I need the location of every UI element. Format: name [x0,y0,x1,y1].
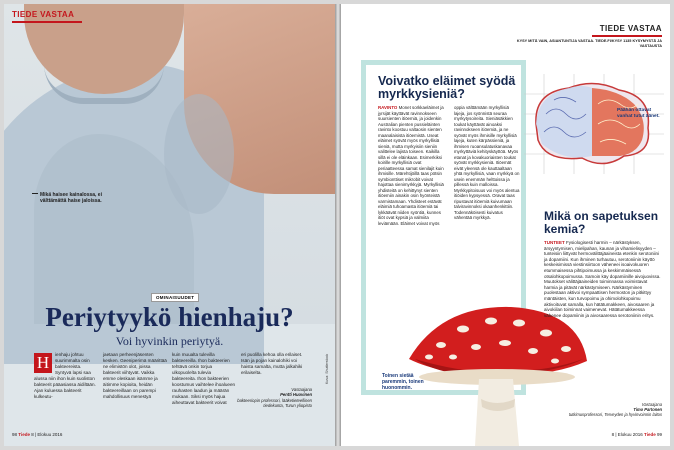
page-folio [12,432,62,437]
box-text: Monet sorkkaeläimet ja jyrsijät käyttävät ravinnokseen suursienten itiöemiä, ja joidenkin Australian pienten pussieläinten ravinto koostuu valtaosin sienten maanalaisista itiöemistä. Useat eläimet syövät myös myrkyllisiä sieniä, mutta myrkyisiin sieniin valittelee lajista toiseen. Kaikilla sillä ei ole eläinkaan. Esimerkiksi koirille myrkyllisiä ovat periaatteessa samat sienilajit kuin ihmisille. Märehtijöillä taas pötsin symbionttiset mikrobit voivat hajottaa sienimyrkkyjä. Myrkyllisiä yhdisteitä on kehittynyt sienten itiöemiin ainakin osin hyönteistä varmistamaan. Yhdisteet estävät eläimiä tuhoamasta itiöemiä tai lykkäävät niiden syöntiä, kunnes itiöt ovat kypsiä ja valmiita leviämään. Eläimet voivat myös [378,105,444,226]
lead-label: RAVINTO [378,105,398,110]
body-text: ienhaju johtuu suurimmalta osin bakteereista. Syntyvä lapsi saa alussa niin ihon kuin suoliston bakteerit pääasiassa äidiltään. Ajan kuluessa bakteerit kulkeutu- [34,352,96,399]
caption-rule [32,193,38,194]
article-headline: Periytyykö hienhaju? [45,302,294,332]
drop-cap: H [34,353,52,373]
left-page [4,4,335,446]
brain-illustration [524,74,664,174]
photo-credit: Kuva: Shutterstock [325,353,329,384]
signoff-name: Pentti Huovinen [280,392,312,398]
expert-signoff [216,387,312,408]
mushroom-caption: Toinen sietää paremmin, toinen huonommin. [382,373,424,391]
signoff-role: bakteeriopin professori, lääketieteellinen tiedekunta, Turun yliopisto [237,397,312,408]
page-number: 99 [656,432,662,437]
box-article-title: Voivatko eläimet syödä myrkkysieniä? [378,74,516,101]
second-article-body [544,240,662,318]
body-column-1 [34,352,98,400]
armpit-photo [4,4,335,324]
box-column-2: oppia välttämään myrkyllisiä lajeja, jos syönnistä seuraa myrkytysoireita. Sieniäsäkkien toukat käyttävät ainoaksi ravinnokseen itiöemiä, ja ne syövät myös ihmisille myrkyllisiä lajeja, kuten kärpässieniä, ja ihmisen ruoansulatuskanavaa myrkyttäviä kehityskäyttöä. Myös etanat ja kovakuoriaisten toukat syövät myrkkysieniä. Itiöemät eivät yleensä ole kauttaaltaan yhtä myrkyllisiä, vaan myrkkyä on usein enemmän helttoissa ja pillessä kuin malloissa. Myrkkypitoisuus voi myös alentua itiöiden kypsyessä. Oravat taas ripustavat itiöemiä kuivumaan talviravinnoksi okaanhenkittiin. Todennäköisesti kuivatus vähentää myrkkyä. [454,105,520,220]
issue-label: 8 | Elokuu 2016 [31,432,63,437]
body-column-2: jaetaan perheenjäsenten kesken. Geeniperimä määrittää ne elimistön olot, joissa bakteerit viihtyvät. Vaikka emme oleskaan isämme ja äitimme kopioita, heidän bakteereillaan on parempi mahdollisuus menestyä [103,352,167,399]
signoff-role: tutkimusprofessori, Terveyden ja hyvinvoinnin laitos [568,412,662,418]
armpit-shadow-shape [164,94,234,214]
body-column-3: kuin muualta tulevilla bakteereilla. Ihon bakteerien tehtävä onkin torjua ulkopuolelta tulevia bakteereita. Ihon bakteerien koostumus vaihtelee ihoalueen rauhasten laadun ja määrän mukaan. Siksi myös hajua aiheuttavat bakteerit voivat [172,352,236,405]
section-tag-rule [12,21,82,23]
lead-label: TUNTEET [544,240,565,245]
section-tag-rule [592,35,662,37]
kicker-label: OMINAISUUDET [151,293,199,302]
issue-label: 8 | Elokuu 2016 [611,432,643,437]
signoff-intro: Vastaajana [291,387,312,392]
second-article-text: Fysiologisesti harmin – närkästyksen, ärsyyntymisen, mielipahan, kaunan ja vihamielisyyden – tunteisiin liittyvät hermovälittäjäaineista etenkin serotoniini ja dopamiini. Kun ihminen turhautuu, serotoniinin käyttö keskeisimissä viestinsiirtoon väheneei isoaivokuoren etummaisessa pihtipoimussa ja keskimmäisessä otsalohkopoimussa. Samoin käy dopamiinille aivojuovissa. Muutokset välittäjäaineiden toiminnassa voimistavat harmia ja pitävät närkästymiseen. Närkästyminen puolestaan aktivoi sympaattisen hermoston ja pitkittyy mäntäisten, kun turvopoimu ja ohimolohkopoimu aktivoituvat samalla, kun hätätumakkeen, aivosaaren ja aivokiilan toiminnat vaimenevat. Hätätumakkeessa vähenee dopamiinin ja aivosaaressa serotoniinin eritys. [544,240,661,318]
photo-caption: Mikä haisee kainalossa, ei välttämättä haise jaloissa. [40,192,102,204]
box-column-1 [378,105,445,226]
section-tag: TIEDE VASTAA [599,24,662,33]
magazine-name: Tiede [644,432,656,437]
brain-caption: Päähän ottavat vanhat tutut äänet. [617,108,660,119]
page-folio [612,432,662,437]
section-tag: TIEDE VASTAA [12,10,75,19]
second-article-title: Mikä on sapetuksen kemia? [544,209,659,236]
fly-agaric-mushroom-image [401,299,591,446]
article-subtitle: Voi hyvinkin periytyä. [115,334,224,348]
signoff-name: Timo Partonen [633,407,662,413]
signoff-intro: Vastaajana [641,402,662,407]
magazine-name: Tiede [18,432,30,437]
section-tagline: KYSY MITÄ VAIN, ASIANTUNTIJA VASTAA. TIEDE.FI/KYSY 1135 KYSYMYSTÄ JA VASTAUSTA [516,39,662,48]
second-article-signoff [544,402,662,418]
right-page [341,4,670,446]
magazine-spread [4,4,670,446]
page-number: 98 [12,432,18,437]
body-column-4: eri puolilla kehoa olla erilaiset. Isän ja pojan kainalohiki voi haista samalta, mutta jalkahiki erilaiselta. [241,352,303,375]
